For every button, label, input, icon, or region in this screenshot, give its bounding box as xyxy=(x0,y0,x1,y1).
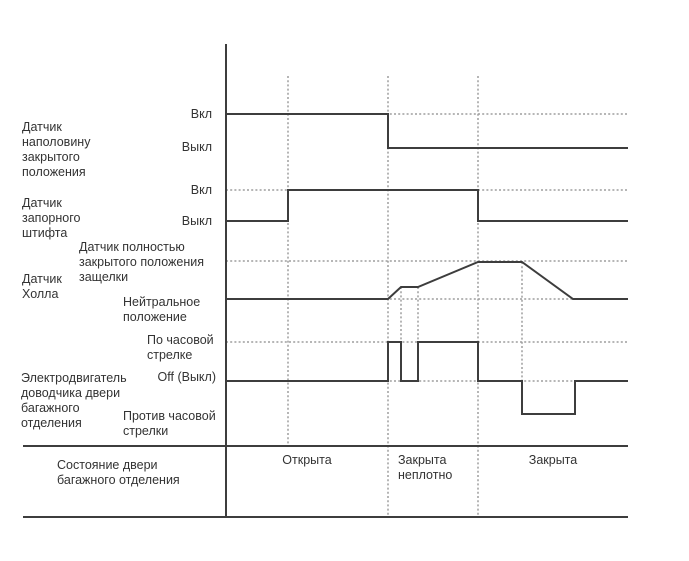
label-line: наполовину xyxy=(22,135,91,149)
label-line: багажного отделения xyxy=(57,473,180,487)
level-sensor-half-off: Выкл xyxy=(181,140,212,154)
label-line: багажного xyxy=(21,401,80,415)
label-line: стрелке xyxy=(147,348,193,362)
label-line: Датчик полностью xyxy=(79,240,185,254)
label-door-state-row xyxy=(57,458,180,488)
level-hall-neutral xyxy=(123,295,200,325)
signal-trace-0 xyxy=(226,114,628,148)
signal-trace-3 xyxy=(226,342,628,414)
level-motor-off: Off (Выкл) xyxy=(157,370,216,384)
label-line: закрытого xyxy=(22,150,80,164)
level-hall-fully-closed xyxy=(79,240,204,285)
label-line: положения xyxy=(22,165,86,179)
label-line: защелки xyxy=(79,270,129,284)
label-line: запорного xyxy=(22,211,81,225)
label-line: отделения xyxy=(21,416,82,430)
label-line: Закрыта xyxy=(398,453,447,467)
state-open-value: Открыта xyxy=(282,453,332,467)
level-motor-clockwise xyxy=(147,333,214,363)
label-locking-pin-sensor xyxy=(22,196,80,241)
label-line: Датчик xyxy=(22,196,62,210)
label-line: доводчика двери xyxy=(21,386,121,400)
level-sensor-half-on: Вкл xyxy=(190,107,212,121)
label-trunk-motor xyxy=(21,371,127,431)
label-line: Нейтральное xyxy=(123,295,201,309)
state-closed-value: Закрыта xyxy=(528,453,578,467)
state-closed-loosely-value xyxy=(398,453,452,483)
level-motor-counterclockwise xyxy=(123,409,216,439)
level-pin-on: Вкл xyxy=(190,183,212,197)
label-line: По часовой xyxy=(147,333,214,347)
label-line: штифта xyxy=(22,226,68,240)
label-line: Электродвигатель xyxy=(21,371,127,385)
label-hall-sensor xyxy=(22,272,62,302)
label-line: Против часовой xyxy=(123,409,216,423)
signal-trace-1 xyxy=(226,190,628,221)
label-line: неплотно xyxy=(398,468,453,482)
label-sensor-half-closed xyxy=(22,120,90,180)
label-line: Датчик xyxy=(22,120,62,134)
label-line: стрелки xyxy=(123,424,169,438)
label-line: положение xyxy=(123,310,187,324)
level-pin-off: Выкл xyxy=(181,214,212,228)
label-line: Холла xyxy=(22,287,59,301)
label-line: Состояние двери xyxy=(57,458,158,472)
signal-trace-2 xyxy=(226,262,628,299)
label-line: закрытого положения xyxy=(79,255,204,269)
label-line: Датчик xyxy=(22,272,62,286)
